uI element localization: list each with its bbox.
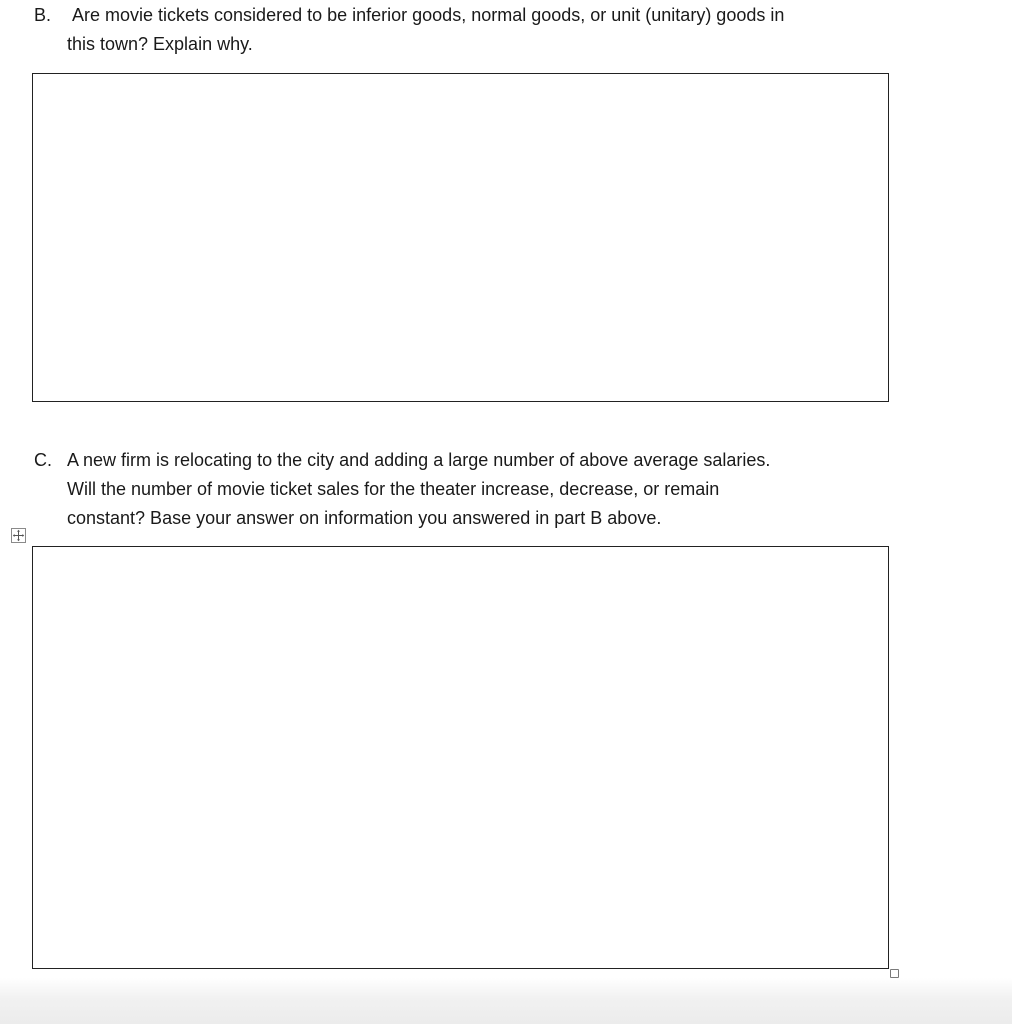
window-bottom-shadow: [0, 978, 1012, 1024]
question-c-letter: C.: [34, 450, 52, 470]
question-c-line-1: A new firm is relocating to the city and adding a large number of above average salaries.: [67, 450, 771, 470]
question-c-line-2: Will the number of movie ticket sales for the theater increase, decrease, or remain: [67, 479, 720, 499]
question-b-letter: B.: [34, 5, 52, 25]
question-b-line-2: this town? Explain why.: [67, 34, 253, 54]
question-b: [34, 1, 784, 59]
question-b-line-1: Are movie tickets considered to be inferior goods, normal goods, or unit (unitary) goods in: [72, 5, 785, 25]
table-resize-icon[interactable]: [890, 969, 899, 978]
question-c: [34, 446, 770, 533]
question-c-line-3: constant? Base your answer on information you answered in part B above.: [67, 508, 662, 528]
answer-box-c[interactable]: [32, 546, 889, 969]
table-move-icon[interactable]: [11, 528, 26, 543]
answer-box-b[interactable]: [32, 73, 889, 402]
